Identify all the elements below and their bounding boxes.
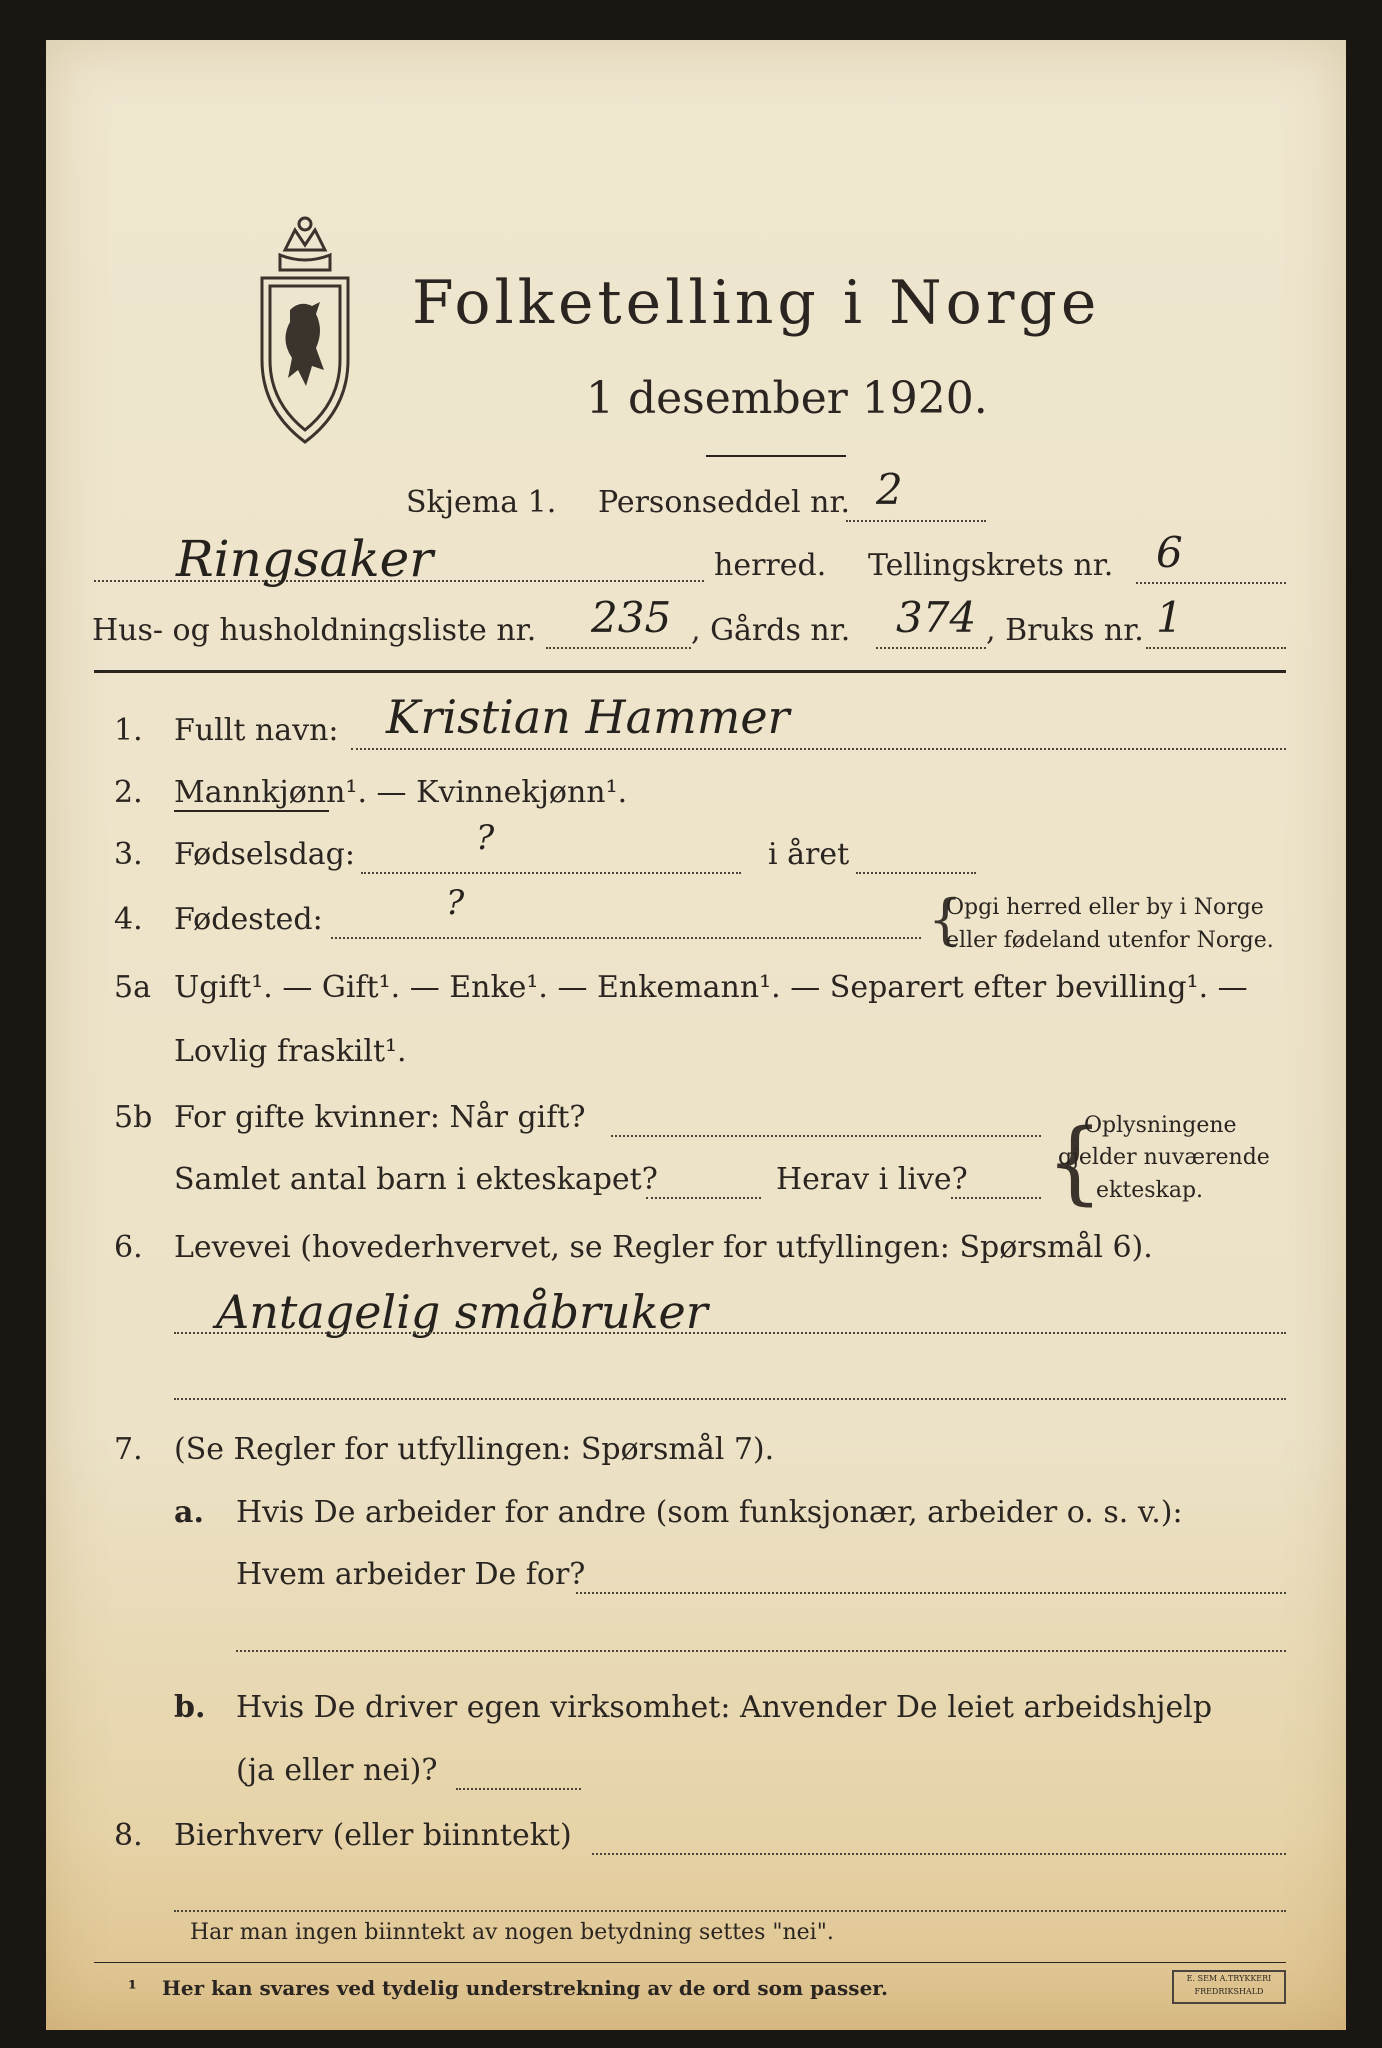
q6-number: 6. bbox=[114, 1230, 143, 1265]
children-alive-label: Herav i live? bbox=[776, 1162, 968, 1197]
marriage-note-1: Oplysningene bbox=[1084, 1113, 1237, 1138]
herred-label: herred. bbox=[714, 548, 827, 583]
gards-number: 374 bbox=[896, 593, 977, 642]
q4-number: 4. bbox=[114, 902, 143, 937]
year-label: i året bbox=[768, 837, 850, 872]
q2-number: 2. bbox=[114, 775, 143, 810]
header-divider bbox=[94, 670, 1286, 673]
q7b-line-1: Hvis De driver egen virksomhet: Anvender De leiet arbeidshjelp bbox=[236, 1690, 1213, 1725]
marriage-note-3: ekteskap. bbox=[1096, 1178, 1204, 1203]
income-note: Har man ingen biinntekt av nogen betydning settes "nei". bbox=[190, 1920, 834, 1945]
children-total-label: Samlet antal barn i ekteskapet? bbox=[174, 1162, 658, 1197]
birthplace-label: Fødested: bbox=[174, 902, 323, 937]
occupation-value: Antagelig småbruker bbox=[216, 1285, 708, 1339]
form-title: Folketelling i Norge bbox=[412, 268, 1101, 338]
q5a-number: 5a bbox=[114, 970, 151, 1005]
bruks-label: , Bruks nr. bbox=[986, 613, 1144, 648]
gender-options: Mannkjønn¹. — Kvinnekjønn¹. bbox=[174, 775, 628, 810]
tellingskrets-number: 6 bbox=[1156, 528, 1183, 577]
household-label: Hus- og husholdningsliste nr. bbox=[92, 613, 537, 648]
footer-divider bbox=[94, 1962, 1286, 1963]
brace-icon: { bbox=[1046, 1110, 1104, 1215]
coat-of-arms-icon bbox=[250, 210, 360, 450]
marital-options-2: Lovlig fraskilt¹. bbox=[174, 1034, 407, 1069]
q3-number: 3. bbox=[114, 837, 143, 872]
q1-number: 1. bbox=[114, 713, 143, 748]
gender-underline bbox=[174, 810, 329, 812]
census-form bbox=[46, 40, 1346, 2030]
footnote-text: Her kan svares ved tydelig understrekning av de ord som passer. bbox=[162, 1976, 888, 2000]
schema-label: Skjema 1. bbox=[406, 485, 557, 520]
printer-stamp: E. SEM A.TRYKKERI FREDRIKSHALD bbox=[1172, 1970, 1286, 2004]
full-name-label: Fullt navn: bbox=[174, 713, 339, 748]
title-divider bbox=[706, 455, 846, 457]
marital-options-1: Ugift¹. — Gift¹. — Enke¹. — Enkemann¹. — Separert efter bevilling¹. — bbox=[174, 970, 1248, 1005]
birthplace-note-2: eller fødeland utenfor Norge. bbox=[946, 928, 1274, 953]
birthday-value: ? bbox=[476, 818, 495, 858]
marriage-note-2: gjelder nuværende bbox=[1058, 1145, 1270, 1170]
gards-label: , Gårds nr. bbox=[691, 613, 851, 648]
q7a-number: a. bbox=[174, 1495, 204, 1530]
bruks-number: 1 bbox=[1156, 593, 1183, 642]
birthplace-note-1: Opgi herred eller by i Norge bbox=[946, 895, 1264, 920]
personseddel-label: Personseddel nr. bbox=[598, 485, 851, 520]
personseddel-number: 2 bbox=[876, 465, 903, 514]
tellingskrets-label: Tellingskrets nr. bbox=[868, 548, 1114, 583]
q7-number: 7. bbox=[114, 1432, 143, 1467]
q5b-number: 5b bbox=[114, 1100, 153, 1135]
herred-name: Ringsaker bbox=[176, 530, 434, 588]
secondary-income-label: Bierhverv (eller biinntekt) bbox=[174, 1818, 572, 1853]
occupation-label: Levevei (hovederhvervet, se Regler for utfyllingen: Spørsmål 6). bbox=[174, 1230, 1153, 1265]
hired-help-label: (ja eller nei)? bbox=[236, 1753, 438, 1788]
form-date: 1 desember 1920. bbox=[586, 373, 988, 424]
q8-number: 8. bbox=[114, 1818, 143, 1853]
household-number: 235 bbox=[591, 593, 672, 642]
full-name-value: Kristian Hammer bbox=[386, 690, 790, 744]
married-when-label: For gifte kvinner: Når gift? bbox=[174, 1100, 586, 1135]
employer-label: Hvem arbeider De for? bbox=[236, 1557, 586, 1592]
q7-label: (Se Regler for utfyllingen: Spørsmål 7). bbox=[174, 1432, 775, 1467]
footnote-marker: ¹ bbox=[128, 1976, 137, 2000]
brace-icon: { bbox=[928, 888, 963, 951]
q7b-number: b. bbox=[174, 1690, 206, 1725]
birthday-label: Fødselsdag: bbox=[174, 837, 355, 872]
q7a-line-1: Hvis De arbeider for andre (som funksjonær, arbeider o. s. v.): bbox=[236, 1495, 1183, 1530]
birthplace-value: ? bbox=[446, 883, 465, 923]
